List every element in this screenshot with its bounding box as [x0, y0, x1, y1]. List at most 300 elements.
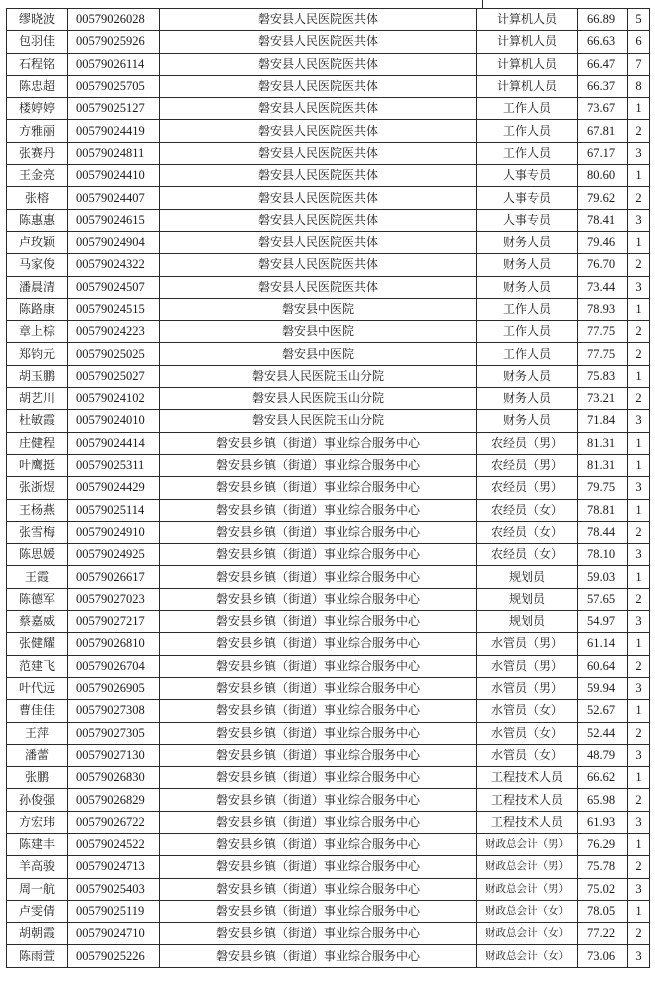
- table-row: [7, 722, 650, 744]
- table-row: [7, 811, 650, 833]
- written-score-cell: 75.78: [578, 856, 628, 878]
- rank-cell: 3: [628, 276, 650, 298]
- employer-unit-cell: 磐安县乡镇（街道）事业综合服务中心: [160, 789, 477, 811]
- job-position-cell: 财务人员: [477, 388, 578, 410]
- table-row: [7, 388, 650, 410]
- written-score-cell: 59.03: [578, 566, 628, 588]
- candidate-name-cell: 王霞: [7, 566, 68, 588]
- candidate-name-cell: 陈思媛: [7, 544, 68, 566]
- written-score-cell: 66.62: [578, 767, 628, 789]
- employer-unit-cell: 磐安县人民医院玉山分院: [160, 365, 477, 387]
- employer-unit-cell: 磐安县人民医院医共体: [160, 209, 477, 231]
- candidate-name-cell: 方雅丽: [7, 120, 68, 142]
- rank-cell: 3: [628, 544, 650, 566]
- employer-unit-cell: 磐安县乡镇（街道）事业综合服务中心: [160, 588, 477, 610]
- exam-number-cell: 00579025226: [68, 945, 160, 967]
- rank-cell: 2: [628, 588, 650, 610]
- candidate-name-cell: 陈路康: [7, 298, 68, 320]
- employer-unit-cell: 磐安县乡镇（街道）事业综合服务中心: [160, 677, 477, 699]
- table-row: [7, 521, 650, 543]
- exam-number-cell: 00579024522: [68, 833, 160, 855]
- employer-unit-cell: 磐安县乡镇（街道）事业综合服务中心: [160, 744, 477, 766]
- job-position-cell: 规划员: [477, 566, 578, 588]
- rank-cell: 2: [628, 789, 650, 811]
- table-row: [7, 544, 650, 566]
- job-position-cell: 财务人员: [477, 410, 578, 432]
- employer-unit-cell: 磐安县人民医院玉山分院: [160, 410, 477, 432]
- employer-unit-cell: 磐安县人民医院医共体: [160, 9, 477, 31]
- job-position-cell: 财政总会计（女）: [477, 923, 578, 945]
- job-position-cell: 财务人员: [477, 276, 578, 298]
- employer-unit-cell: 磐安县人民医院医共体: [160, 187, 477, 209]
- exam-number-cell: 00579025027: [68, 365, 160, 387]
- written-score-cell: 59.94: [578, 677, 628, 699]
- table-row: [7, 655, 650, 677]
- table-row: [7, 165, 650, 187]
- written-score-cell: 66.47: [578, 53, 628, 75]
- table-row: [7, 187, 650, 209]
- candidate-name-cell: 方宏玮: [7, 811, 68, 833]
- job-position-cell: 工程技术人员: [477, 767, 578, 789]
- rank-cell: 1: [628, 165, 650, 187]
- job-position-cell: 工作人员: [477, 142, 578, 164]
- candidate-name-cell: 叶鹰挺: [7, 454, 68, 476]
- written-score-cell: 73.67: [578, 98, 628, 120]
- employer-unit-cell: 磐安县乡镇（街道）事业综合服务中心: [160, 856, 477, 878]
- written-score-cell: 77.75: [578, 343, 628, 365]
- written-score-cell: 78.05: [578, 900, 628, 922]
- rank-cell: 6: [628, 31, 650, 53]
- rank-cell: 1: [628, 566, 650, 588]
- candidate-name-cell: 周一航: [7, 878, 68, 900]
- job-position-cell: 农经员（女）: [477, 521, 578, 543]
- rank-cell: 3: [628, 945, 650, 967]
- employer-unit-cell: 磐安县乡镇（街道）事业综合服务中心: [160, 900, 477, 922]
- table-row: [7, 142, 650, 164]
- rank-cell: 2: [628, 722, 650, 744]
- job-position-cell: 人事专员: [477, 209, 578, 231]
- written-score-cell: 81.31: [578, 454, 628, 476]
- table-row: [7, 900, 650, 922]
- table-row: [7, 789, 650, 811]
- written-score-cell: 67.17: [578, 142, 628, 164]
- exam-number-cell: 00579024710: [68, 923, 160, 945]
- exam-number-cell: 00579024615: [68, 209, 160, 231]
- exam-number-cell: 00579027305: [68, 722, 160, 744]
- exam-number-cell: 00579026704: [68, 655, 160, 677]
- exam-number-cell: 00579024419: [68, 120, 160, 142]
- exam-number-cell: 00579025127: [68, 98, 160, 120]
- table-row: [7, 31, 650, 53]
- table-row: [7, 856, 650, 878]
- written-score-cell: 65.98: [578, 789, 628, 811]
- employer-unit-cell: 磐安县人民医院医共体: [160, 254, 477, 276]
- table-row: [7, 566, 650, 588]
- written-score-cell: 79.46: [578, 231, 628, 253]
- job-position-cell: 财政总会计（女）: [477, 945, 578, 967]
- table-row: [7, 677, 650, 699]
- written-score-cell: 61.93: [578, 811, 628, 833]
- employer-unit-cell: 磐安县乡镇（街道）事业综合服务中心: [160, 611, 477, 633]
- rank-cell: 2: [628, 923, 650, 945]
- employer-unit-cell: 磐安县人民医院医共体: [160, 231, 477, 253]
- written-score-cell: 60.64: [578, 655, 628, 677]
- exam-number-cell: 00579024811: [68, 142, 160, 164]
- written-score-cell: 78.44: [578, 521, 628, 543]
- written-score-cell: 78.93: [578, 298, 628, 320]
- job-position-cell: 水管员（男）: [477, 633, 578, 655]
- rank-cell: 2: [628, 254, 650, 276]
- job-position-cell: 水管员（女）: [477, 744, 578, 766]
- rank-cell: 1: [628, 365, 650, 387]
- written-score-cell: 75.83: [578, 365, 628, 387]
- employer-unit-cell: 磐安县乡镇（街道）事业综合服务中心: [160, 833, 477, 855]
- written-score-cell: 80.60: [578, 165, 628, 187]
- table-row: [7, 923, 650, 945]
- exam-number-cell: 00579026617: [68, 566, 160, 588]
- rank-cell: 2: [628, 321, 650, 343]
- employer-unit-cell: 磐安县乡镇（街道）事业综合服务中心: [160, 945, 477, 967]
- job-position-cell: 财政总会计（男）: [477, 833, 578, 855]
- table-row: [7, 321, 650, 343]
- exam-number-cell: 00579024407: [68, 187, 160, 209]
- table-row: [7, 700, 650, 722]
- written-score-cell: 57.65: [578, 588, 628, 610]
- candidate-name-cell: 郑钧元: [7, 343, 68, 365]
- table-row: [7, 878, 650, 900]
- table-row: [7, 833, 650, 855]
- employer-unit-cell: 磐安县乡镇（街道）事业综合服务中心: [160, 878, 477, 900]
- employer-unit-cell: 磐安县乡镇（街道）事业综合服务中心: [160, 811, 477, 833]
- rank-cell: 1: [628, 700, 650, 722]
- exam-number-cell: 00579026830: [68, 767, 160, 789]
- rank-cell: 1: [628, 499, 650, 521]
- job-position-cell: 工作人员: [477, 298, 578, 320]
- candidate-name-cell: 马家俊: [7, 254, 68, 276]
- candidate-name-cell: 张浙煜: [7, 477, 68, 499]
- candidate-name-cell: 潘晨清: [7, 276, 68, 298]
- exam-number-cell: 00579024515: [68, 298, 160, 320]
- candidate-name-cell: 王杨燕: [7, 499, 68, 521]
- written-score-cell: 77.75: [578, 321, 628, 343]
- written-score-cell: 48.79: [578, 744, 628, 766]
- employer-unit-cell: 磐安县人民医院玉山分院: [160, 388, 477, 410]
- job-position-cell: 工程技术人员: [477, 789, 578, 811]
- exam-number-cell: 00579024910: [68, 521, 160, 543]
- written-score-cell: 66.89: [578, 9, 628, 31]
- rank-cell: 8: [628, 75, 650, 97]
- rank-cell: 1: [628, 833, 650, 855]
- job-position-cell: 人事专员: [477, 165, 578, 187]
- table-row: [7, 767, 650, 789]
- table-row: [7, 454, 650, 476]
- candidate-name-cell: 王萍: [7, 722, 68, 744]
- exam-number-cell: 00579025926: [68, 31, 160, 53]
- written-score-cell: 75.02: [578, 878, 628, 900]
- rank-cell: 1: [628, 767, 650, 789]
- job-position-cell: 计算机人员: [477, 31, 578, 53]
- candidate-name-cell: 张鹏: [7, 767, 68, 789]
- table-row: [7, 945, 650, 967]
- employer-unit-cell: 磐安县人民医院医共体: [160, 75, 477, 97]
- candidate-name-cell: 张榕: [7, 187, 68, 209]
- table-row: [7, 120, 650, 142]
- written-score-cell: 78.81: [578, 499, 628, 521]
- table-row: [7, 410, 650, 432]
- rank-cell: 1: [628, 633, 650, 655]
- rank-cell: 2: [628, 343, 650, 365]
- job-position-cell: 农经员（男）: [477, 477, 578, 499]
- exam-number-cell: 00579024414: [68, 432, 160, 454]
- candidate-name-cell: 楼婷婷: [7, 98, 68, 120]
- exam-number-cell: 00579025311: [68, 454, 160, 476]
- table-row: [7, 744, 650, 766]
- job-position-cell: 水管员（女）: [477, 700, 578, 722]
- written-score-cell: 61.14: [578, 633, 628, 655]
- job-position-cell: 农经员（男）: [477, 432, 578, 454]
- employer-unit-cell: 磐安县乡镇（街道）事业综合服务中心: [160, 722, 477, 744]
- employer-unit-cell: 磐安县人民医院医共体: [160, 120, 477, 142]
- rank-cell: 3: [628, 410, 650, 432]
- employer-unit-cell: 磐安县人民医院医共体: [160, 98, 477, 120]
- job-position-cell: 水管员（男）: [477, 655, 578, 677]
- employer-unit-cell: 磐安县人民医院医共体: [160, 165, 477, 187]
- table-row: [7, 75, 650, 97]
- results-sheet: [6, 8, 649, 968]
- candidate-name-cell: 陈德军: [7, 588, 68, 610]
- candidate-name-cell: 陈建丰: [7, 833, 68, 855]
- exam-number-cell: 00579024507: [68, 276, 160, 298]
- employer-unit-cell: 磐安县乡镇（街道）事业综合服务中心: [160, 700, 477, 722]
- table-row: [7, 477, 650, 499]
- table-row: [7, 611, 650, 633]
- candidate-name-cell: 范建飞: [7, 655, 68, 677]
- exam-number-cell: 00579024904: [68, 231, 160, 253]
- written-score-cell: 73.44: [578, 276, 628, 298]
- exam-number-cell: 00579025705: [68, 75, 160, 97]
- rank-cell: 2: [628, 856, 650, 878]
- candidate-name-cell: 胡艺川: [7, 388, 68, 410]
- job-position-cell: 计算机人员: [477, 53, 578, 75]
- table-row: [7, 432, 650, 454]
- candidate-name-cell: 胡朝霞: [7, 923, 68, 945]
- exam-number-cell: 00579026829: [68, 789, 160, 811]
- rank-cell: 1: [628, 98, 650, 120]
- rank-cell: 1: [628, 231, 650, 253]
- exam-number-cell: 00579025403: [68, 878, 160, 900]
- job-position-cell: 财政总会计（女）: [477, 900, 578, 922]
- results-table-body: [7, 9, 650, 968]
- rank-cell: 1: [628, 432, 650, 454]
- job-position-cell: 工作人员: [477, 321, 578, 343]
- exam-number-cell: 00579026114: [68, 53, 160, 75]
- exam-number-cell: 00579024010: [68, 410, 160, 432]
- candidate-name-cell: 章上棕: [7, 321, 68, 343]
- candidate-name-cell: 张健耀: [7, 633, 68, 655]
- exam-number-cell: 00579025025: [68, 343, 160, 365]
- job-position-cell: 财务人员: [477, 254, 578, 276]
- rank-cell: 5: [628, 9, 650, 31]
- candidate-name-cell: 陈雨萱: [7, 945, 68, 967]
- exam-number-cell: 00579027217: [68, 611, 160, 633]
- candidate-name-cell: 卢玫颖: [7, 231, 68, 253]
- candidate-name-cell: 潘蕾: [7, 744, 68, 766]
- candidate-name-cell: 曹佳佳: [7, 700, 68, 722]
- exam-number-cell: 00579024925: [68, 544, 160, 566]
- job-position-cell: 农经员（女）: [477, 544, 578, 566]
- rank-cell: 1: [628, 900, 650, 922]
- written-score-cell: 76.70: [578, 254, 628, 276]
- table-row: [7, 276, 650, 298]
- job-position-cell: 工作人员: [477, 120, 578, 142]
- table-row: [7, 365, 650, 387]
- rank-cell: 3: [628, 878, 650, 900]
- exam-number-cell: 00579024102: [68, 388, 160, 410]
- rank-cell: 2: [628, 388, 650, 410]
- candidate-name-cell: 包羽佳: [7, 31, 68, 53]
- exam-number-cell: 00579024429: [68, 477, 160, 499]
- table-row: [7, 209, 650, 231]
- table-row: [7, 298, 650, 320]
- candidate-name-cell: 王金亮: [7, 165, 68, 187]
- job-position-cell: 人事专员: [477, 187, 578, 209]
- candidate-name-cell: 陈惠惠: [7, 209, 68, 231]
- candidate-name-cell: 张赛丹: [7, 142, 68, 164]
- exam-number-cell: 00579026722: [68, 811, 160, 833]
- scan-edge-mark: [482, 0, 483, 8]
- exam-number-cell: 00579024410: [68, 165, 160, 187]
- employer-unit-cell: 磐安县人民医院医共体: [160, 53, 477, 75]
- candidate-name-cell: 张雪梅: [7, 521, 68, 543]
- job-position-cell: 财政总会计（男）: [477, 856, 578, 878]
- rank-cell: 3: [628, 142, 650, 164]
- employer-unit-cell: 磐安县中医院: [160, 343, 477, 365]
- written-score-cell: 52.44: [578, 722, 628, 744]
- table-row: [7, 633, 650, 655]
- exam-number-cell: 00579024322: [68, 254, 160, 276]
- written-score-cell: 73.21: [578, 388, 628, 410]
- rank-cell: 1: [628, 298, 650, 320]
- table-row: [7, 9, 650, 31]
- job-position-cell: 农经员（男）: [477, 454, 578, 476]
- employer-unit-cell: 磐安县中医院: [160, 321, 477, 343]
- written-score-cell: 66.37: [578, 75, 628, 97]
- table-row: [7, 499, 650, 521]
- employer-unit-cell: 磐安县乡镇（街道）事业综合服务中心: [160, 454, 477, 476]
- rank-cell: 2: [628, 655, 650, 677]
- candidate-name-cell: 孙俊强: [7, 789, 68, 811]
- exam-number-cell: 00579026028: [68, 9, 160, 31]
- employer-unit-cell: 磐安县中医院: [160, 298, 477, 320]
- exam-number-cell: 00579024713: [68, 856, 160, 878]
- rank-cell: 3: [628, 811, 650, 833]
- employer-unit-cell: 磐安县乡镇（街道）事业综合服务中心: [160, 521, 477, 543]
- job-position-cell: 水管员（女）: [477, 722, 578, 744]
- exam-number-cell: 00579025119: [68, 900, 160, 922]
- employer-unit-cell: 磐安县人民医院医共体: [160, 142, 477, 164]
- job-position-cell: 规划员: [477, 588, 578, 610]
- employer-unit-cell: 磐安县乡镇（街道）事业综合服务中心: [160, 923, 477, 945]
- employer-unit-cell: 磐安县乡镇（街道）事业综合服务中心: [160, 655, 477, 677]
- rank-cell: 2: [628, 521, 650, 543]
- job-position-cell: 规划员: [477, 611, 578, 633]
- rank-cell: 3: [628, 744, 650, 766]
- written-score-cell: 77.22: [578, 923, 628, 945]
- written-score-cell: 79.75: [578, 477, 628, 499]
- rank-cell: 1: [628, 454, 650, 476]
- table-row: [7, 53, 650, 75]
- candidate-name-cell: 缪晓波: [7, 9, 68, 31]
- candidate-name-cell: 蔡嘉威: [7, 611, 68, 633]
- exam-number-cell: 00579027130: [68, 744, 160, 766]
- job-position-cell: 计算机人员: [477, 9, 578, 31]
- exam-number-cell: 00579026810: [68, 633, 160, 655]
- job-position-cell: 工程技术人员: [477, 811, 578, 833]
- exam-number-cell: 00579025114: [68, 499, 160, 521]
- rank-cell: 7: [628, 53, 650, 75]
- employer-unit-cell: 磐安县人民医院医共体: [160, 276, 477, 298]
- rank-cell: 3: [628, 677, 650, 699]
- employer-unit-cell: 磐安县人民医院医共体: [160, 31, 477, 53]
- written-score-cell: 79.62: [578, 187, 628, 209]
- employer-unit-cell: 磐安县乡镇（街道）事业综合服务中心: [160, 544, 477, 566]
- candidate-name-cell: 石程铭: [7, 53, 68, 75]
- candidate-name-cell: 庄健程: [7, 432, 68, 454]
- table-row: [7, 343, 650, 365]
- exam-number-cell: 00579027308: [68, 700, 160, 722]
- rank-cell: 2: [628, 120, 650, 142]
- written-score-cell: 76.29: [578, 833, 628, 855]
- written-score-cell: 67.81: [578, 120, 628, 142]
- employer-unit-cell: 磐安县乡镇（街道）事业综合服务中心: [160, 432, 477, 454]
- employer-unit-cell: 磐安县乡镇（街道）事业综合服务中心: [160, 477, 477, 499]
- job-position-cell: 计算机人员: [477, 75, 578, 97]
- rank-cell: 3: [628, 477, 650, 499]
- employer-unit-cell: 磐安县乡镇（街道）事业综合服务中心: [160, 767, 477, 789]
- written-score-cell: 73.06: [578, 945, 628, 967]
- exam-number-cell: 00579024223: [68, 321, 160, 343]
- candidate-name-cell: 陈忠超: [7, 75, 68, 97]
- rank-cell: 3: [628, 611, 650, 633]
- table-row: [7, 254, 650, 276]
- job-position-cell: 财务人员: [477, 231, 578, 253]
- employer-unit-cell: 磐安县乡镇（街道）事业综合服务中心: [160, 566, 477, 588]
- job-position-cell: 水管员（男）: [477, 677, 578, 699]
- candidate-name-cell: 卢雯倩: [7, 900, 68, 922]
- table-row: [7, 98, 650, 120]
- candidate-name-cell: 叶代远: [7, 677, 68, 699]
- table-row: [7, 231, 650, 253]
- candidate-name-cell: 羊高骏: [7, 856, 68, 878]
- written-score-cell: 78.10: [578, 544, 628, 566]
- exam-number-cell: 00579027023: [68, 588, 160, 610]
- job-position-cell: 工作人员: [477, 98, 578, 120]
- written-score-cell: 71.84: [578, 410, 628, 432]
- results-table: [6, 8, 650, 968]
- written-score-cell: 52.67: [578, 700, 628, 722]
- job-position-cell: 工作人员: [477, 343, 578, 365]
- job-position-cell: 农经员（女）: [477, 499, 578, 521]
- employer-unit-cell: 磐安县乡镇（街道）事业综合服务中心: [160, 633, 477, 655]
- written-score-cell: 78.41: [578, 209, 628, 231]
- table-row: [7, 588, 650, 610]
- candidate-name-cell: 胡玉鹏: [7, 365, 68, 387]
- job-position-cell: 财务人员: [477, 365, 578, 387]
- rank-cell: 3: [628, 209, 650, 231]
- exam-number-cell: 00579026905: [68, 677, 160, 699]
- candidate-name-cell: 杜敏霞: [7, 410, 68, 432]
- rank-cell: 2: [628, 187, 650, 209]
